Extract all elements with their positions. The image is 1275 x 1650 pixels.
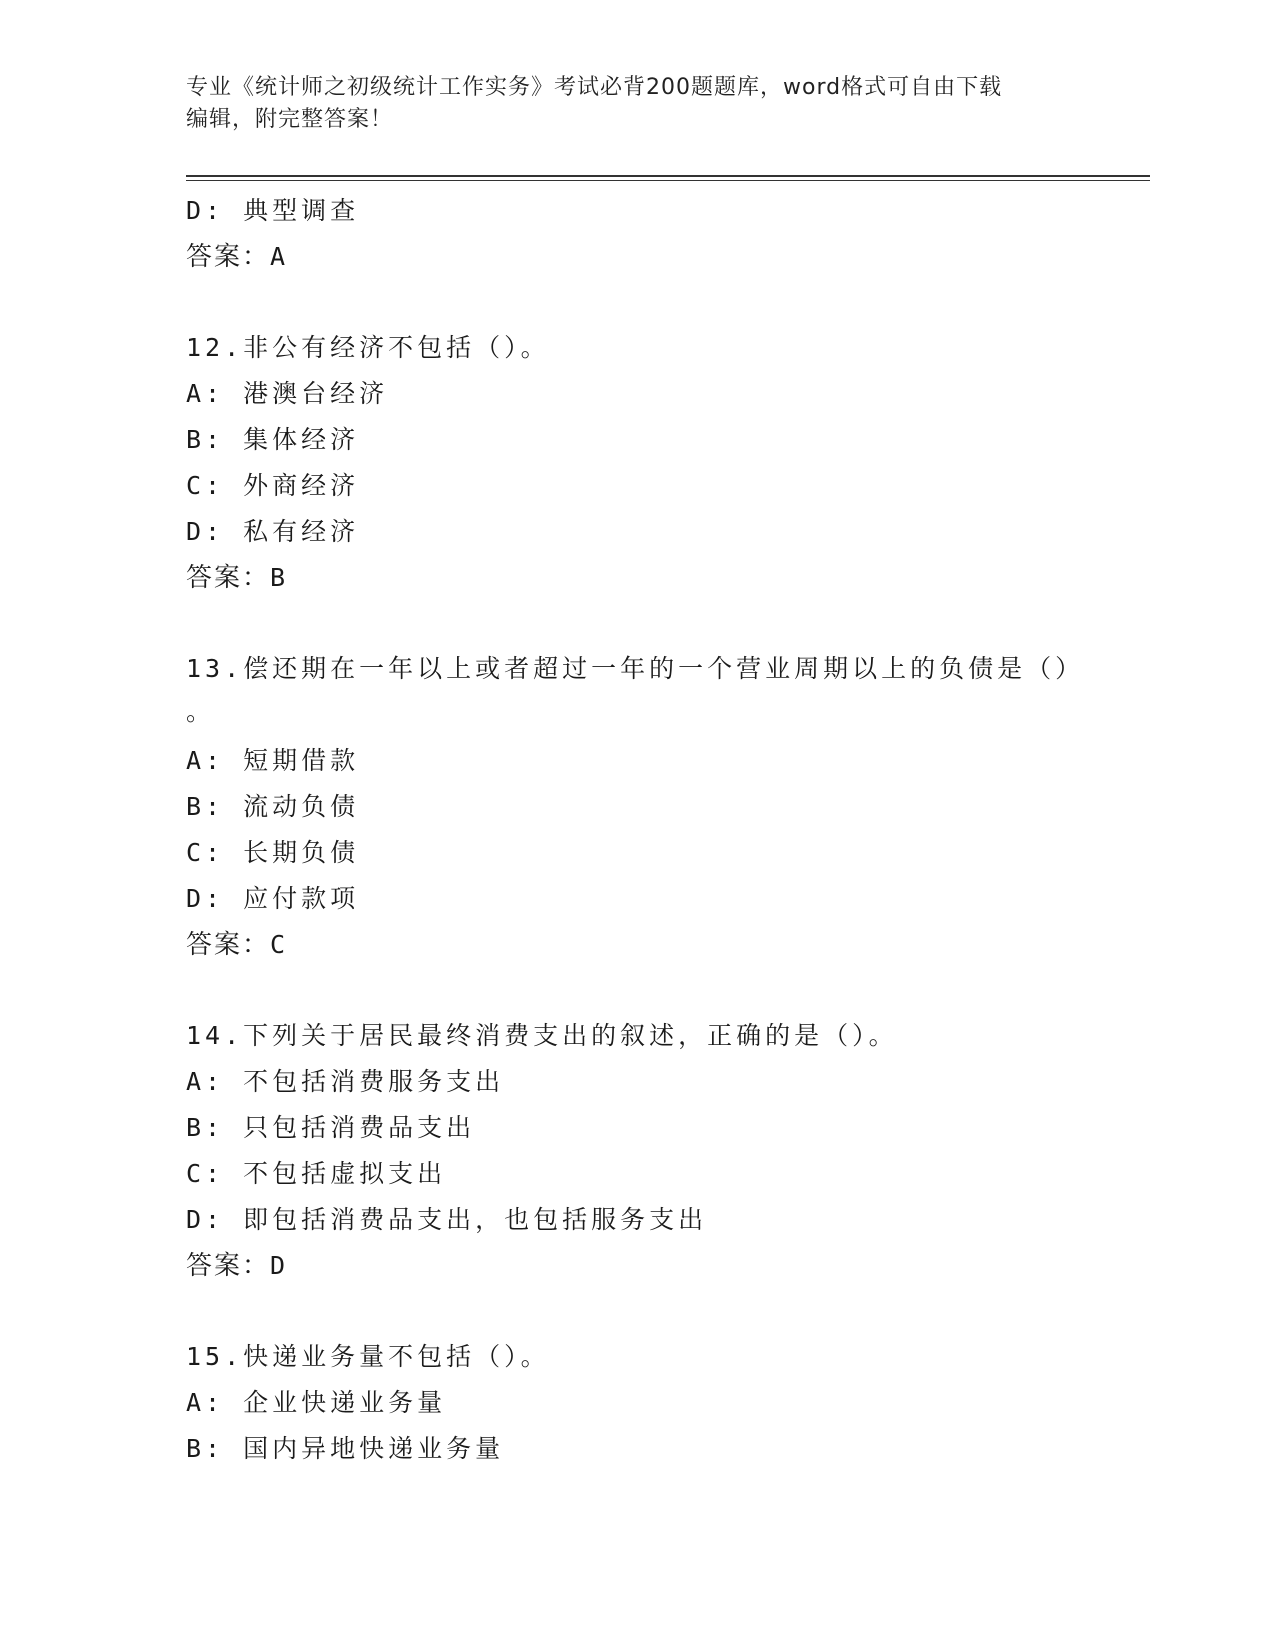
answer-value: D	[270, 1251, 288, 1280]
option-d: D: 典型调查	[186, 196, 360, 225]
option-d: D: 私有经济	[186, 517, 360, 546]
question-list	[186, 188, 1150, 1472]
answer-value: B	[270, 563, 288, 592]
answer-line	[186, 555, 1150, 601]
answer-label: 答案：	[186, 930, 271, 960]
question-stem-continuation: 。	[186, 697, 212, 726]
answer-line	[186, 234, 1150, 280]
answer-line	[186, 1243, 1150, 1289]
option-b: B: 集体经济	[186, 425, 360, 454]
page-header	[186, 72, 1086, 136]
option-a: A: 港澳台经济	[186, 379, 389, 408]
header-divider	[186, 175, 1150, 181]
question-stem: 15.快递业务量不包括（）。	[186, 1342, 550, 1371]
question-stem: 14.下列关于居民最终消费支出的叙述，正确的是（）。	[186, 1021, 898, 1050]
option-b: B: 流动负债	[186, 792, 360, 821]
header-title-line-2: 编辑，附完整答案！	[186, 107, 394, 132]
option-d: D: 即包括消费品支出，也包括服务支出	[186, 1205, 708, 1234]
option-b: B: 国内异地快递业务量	[186, 1434, 505, 1463]
option-a: A: 短期借款	[186, 746, 360, 775]
option-c: C: 外商经济	[186, 471, 360, 500]
question-14	[186, 1013, 1150, 1289]
answer-line	[186, 922, 1150, 968]
option-c: C: 不包括虚拟支出	[186, 1159, 447, 1188]
option-d: D: 应付款项	[186, 884, 360, 913]
answer-label: 答案：	[186, 563, 271, 593]
question-stem: 13.偿还期在一年以上或者超过一年的一个营业周期以上的负债是（）	[186, 654, 1085, 683]
header-title-line-1: 专业《统计师之初级统计工作实务》考试必背200题题库，word格式可自由下载	[186, 75, 1003, 100]
option-a: A: 不包括消费服务支出	[186, 1067, 505, 1096]
answer-value: C	[270, 930, 288, 959]
question-stem: 12.非公有经济不包括（）。	[186, 333, 550, 362]
question-15	[186, 1334, 1150, 1472]
answer-label: 答案：	[186, 242, 271, 272]
option-a: A: 企业快递业务量	[186, 1388, 447, 1417]
option-c: C: 长期负债	[186, 838, 360, 867]
question-12	[186, 325, 1150, 601]
question-13	[186, 646, 1150, 968]
answer-label: 答案：	[186, 1251, 271, 1281]
option-b: B: 只包括消费品支出	[186, 1113, 476, 1142]
answer-value: A	[270, 242, 288, 271]
